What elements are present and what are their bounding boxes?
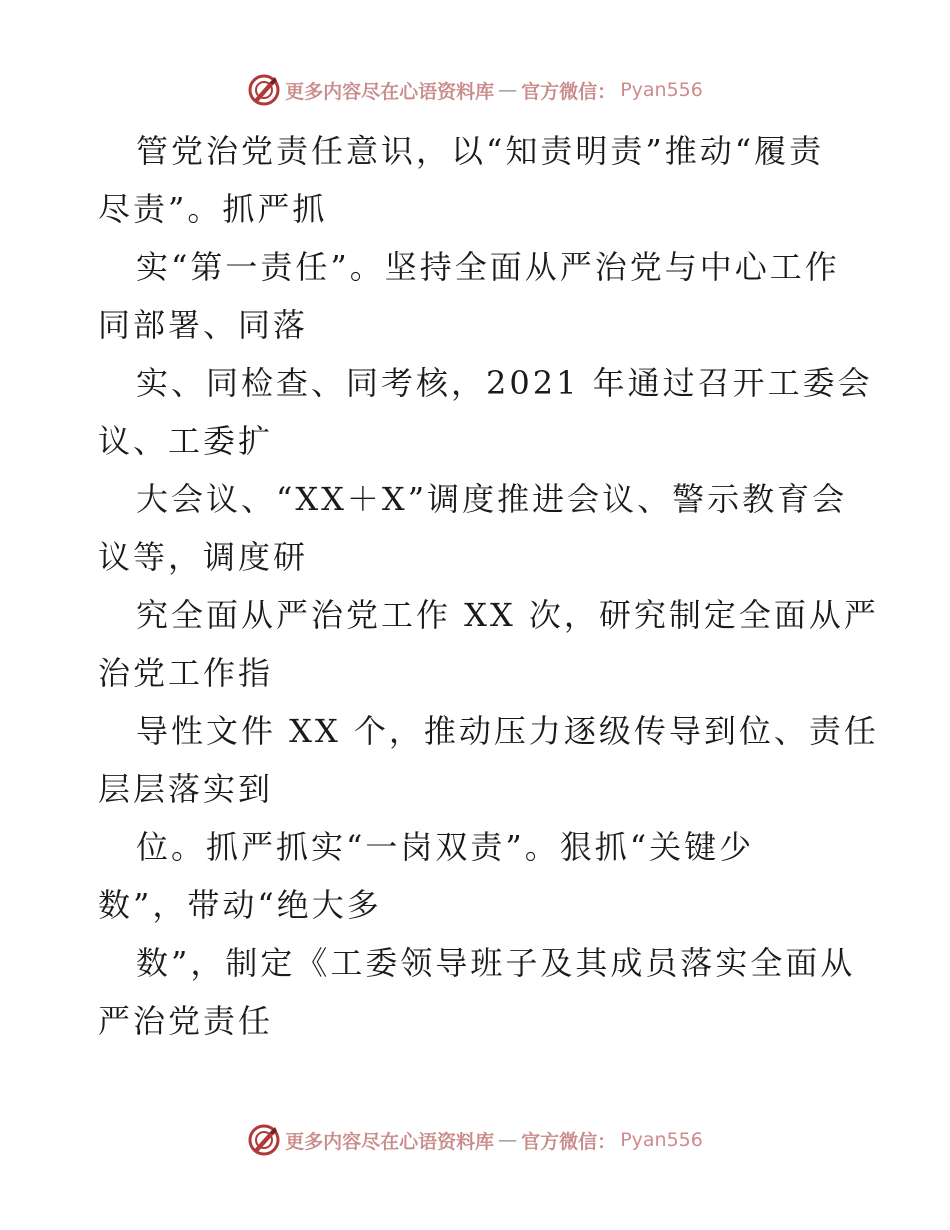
text-line: 实、同检查、同考核，2021 年通过召开工委会 (136, 364, 873, 402)
footer-site-text: 更多内容尽在心语资料库 (285, 1130, 495, 1153)
footer-wechat-label: 官方微信： (521, 1130, 617, 1153)
header-wechat-label: 官方微信： (521, 80, 617, 103)
text-line: 层层落实到 (98, 770, 274, 808)
text-line: 治党工作指 (98, 654, 274, 692)
header-banner-content (247, 73, 703, 107)
text-line: 大会议、“XX＋X”调度推进会议、警示教育会 (136, 480, 848, 518)
header-wechat-id: Pyan556 (620, 79, 703, 101)
ink-pen-logo-icon (247, 1123, 281, 1157)
ink-pen-logo-icon (247, 73, 281, 107)
header-separator: — (498, 79, 518, 101)
text-line: 究全面从严治党工作 XX 次，研究制定全面从严 (136, 596, 879, 634)
text-line: 严治党责任 (98, 1002, 274, 1040)
document-body (98, 122, 879, 1050)
text-line: 尽责”。抓严抓 (98, 190, 328, 228)
footer-separator: — (498, 1129, 518, 1151)
header-banner (0, 70, 950, 110)
header-site-text: 更多内容尽在心语资料库 (285, 80, 495, 103)
text-line: 管党治党责任意识，以“知责明责”推动“履责 (136, 132, 825, 170)
text-line: 议、工委扩 (98, 422, 274, 460)
footer-banner-content (247, 1123, 703, 1157)
footer-wechat-id: Pyan556 (620, 1129, 703, 1151)
footer-banner (0, 1120, 950, 1160)
text-line: 同部署、同落 (98, 306, 309, 344)
text-line: 议等，调度研 (98, 538, 309, 576)
text-line: 数”，带动“绝大多 (98, 886, 382, 924)
text-line: 导性文件 XX 个，推动压力逐级传导到位、责任 (136, 712, 879, 750)
text-line: 位。抓严抓实“一岗双责”。狠抓“关键少 (136, 828, 755, 866)
text-line: 数”，制定《工委领导班子及其成员落实全面从 (136, 944, 856, 982)
text-line: 实“第一责任”。坚持全面从严治党与中心工作 (136, 248, 840, 286)
